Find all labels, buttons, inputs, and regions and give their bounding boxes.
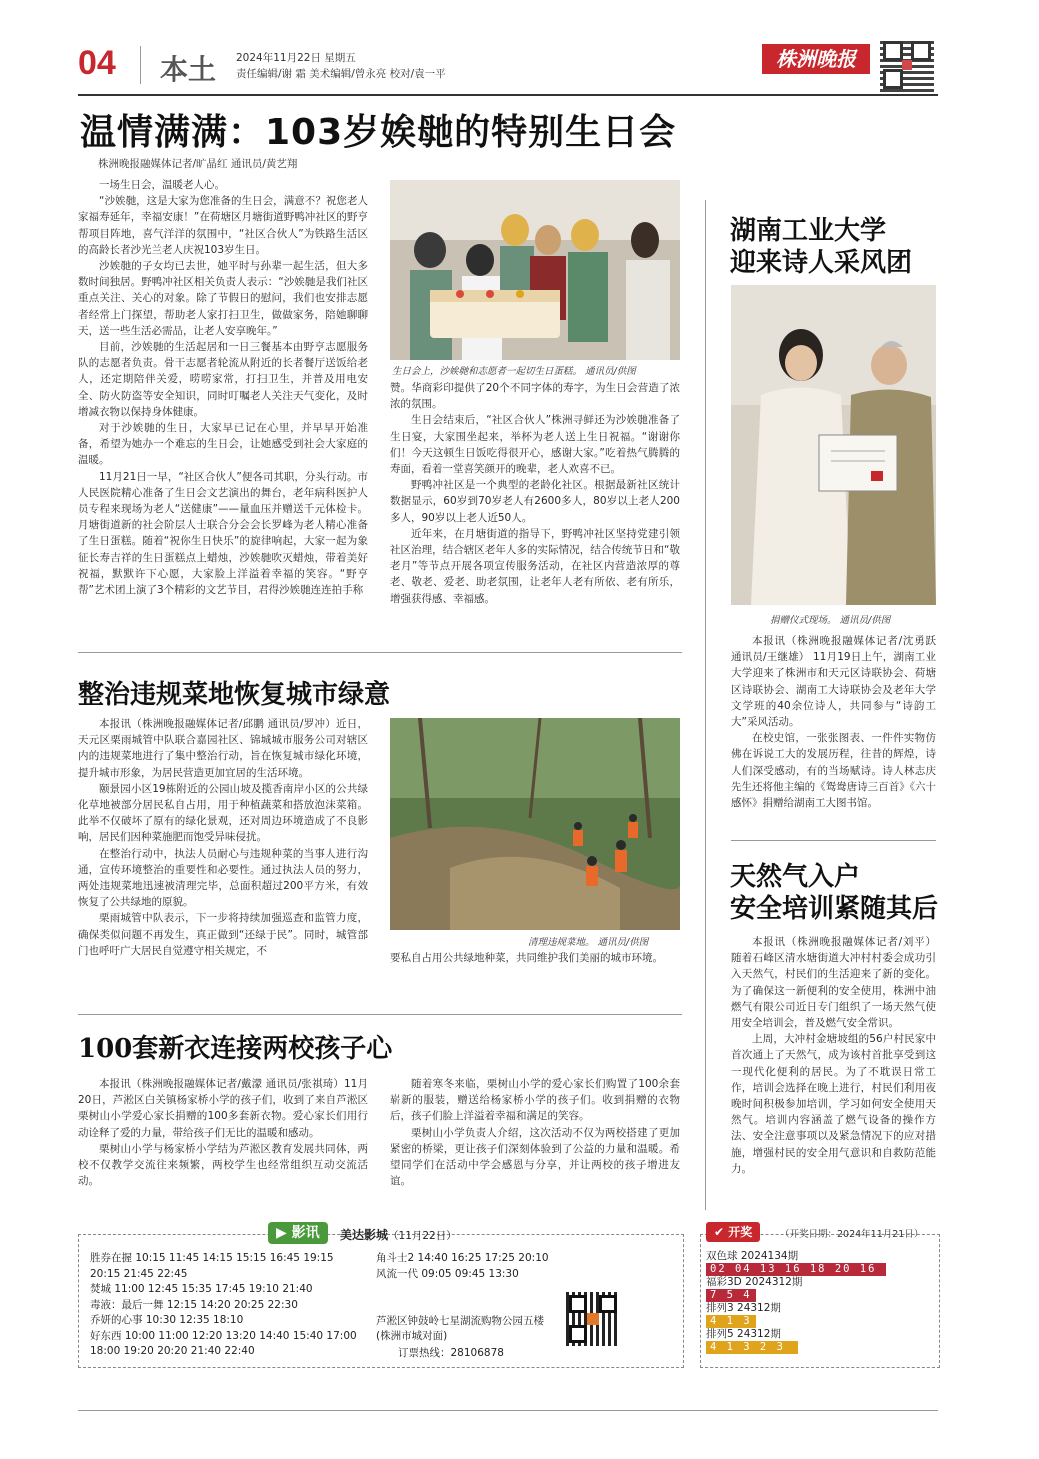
cinema-right-schedule	[376, 1251, 556, 1282]
donation-photo-caption: 捐赠仪式现场。 通讯员/供图	[770, 615, 891, 626]
movie-row: 焚城 11:00 12:45 15:35 17:45 19:10 21:40	[90, 1283, 313, 1295]
movie-row: 好东西 10:00 11:00 12:20 13:20 14:40 15:40 17:00 18:00 19:20 20:20 21:40 22:40	[90, 1329, 357, 1357]
article1-byline: 株洲晚报融媒体记者/旷晶红 通讯员/黄艺翔	[98, 158, 298, 170]
cinema-date: （11月22日）	[388, 1230, 457, 1242]
movie-row: 风流一代 09:05 09:45 13:30	[376, 1267, 519, 1280]
masthead-qr-icon	[880, 38, 934, 92]
cinema-name-text: 美达影城	[340, 1228, 389, 1242]
article1-column2	[390, 380, 680, 607]
paragraph: 目前，沙娭毑的生活起居和一日三餐基本由野亨志愿服务队的志愿者负责。骨干志愿者轮流从附近的长者餐厅送饭给老人，还定期陪伴关爱，唠唠家常，打扫卫生，并普及用电安全、防火防盗等安全知识，同时叮嘱老人关注天气变化，及时增减衣物以保持身体健康。	[78, 341, 368, 418]
paragraph: 对于沙娭毑的生日，大家早已记在心里，并早早开始准备，希望为她办一个难忘的生日会，让她感受到社会大家庭的温暖。	[78, 422, 368, 467]
lottery-numbers: 4 1 3	[706, 1315, 756, 1328]
side1-title-line1: 湖南工业大学	[730, 216, 887, 246]
header-divider	[140, 46, 141, 84]
lottery-badge-label: 开奖	[728, 1225, 753, 1239]
birthday-photo	[390, 180, 680, 360]
side1-body	[731, 633, 936, 811]
paragraph: 栗树山小学与杨家桥小学结为芦淞区教育发展共同体，两校不仅教学交流往来频繁，两校学生也经常组织互动交流活动。	[78, 1142, 368, 1188]
header-rule	[78, 94, 938, 96]
lottery-date: （开奖日期：2024年11月21日）	[780, 1229, 924, 1240]
article3-title: 100套新衣连接两校孩子心	[78, 1034, 393, 1064]
paragraph: 颐景园小区19栋附近的公园山坡及揽香南岸小区的公共绿化草地被部分居民私自占用，用于种植蔬菜和搭放泡沫菜箱。此举不仅破坏了原有的绿化景观，还对周边环境造成了不良影响，居民们因种菜施肥而饱受异味侵扰。	[78, 782, 368, 844]
paragraph: 要私自占用公共绿地种菜，共同维护我们美丽的城市环境。	[390, 952, 663, 964]
cinema-badge-label: 影讯	[291, 1225, 320, 1241]
paragraph: 栗树山小学负责人介绍，这次活动不仅为两校搭建了更加紧密的桥梁，更让孩子们深刻体验到了公益的力量和温暖。希望同学们在活动中学会感恩与分享，并让两校的孩子增进友谊。	[390, 1126, 680, 1188]
paragraph: 11月21日一早，“社区合伙人”便各司其职，分头行动。市人民医院精心准备了生日会文艺演出的舞台，老年病科医护人员专程来现场为老人“送健康”——量血压并赠送千元体检卡。月塘街道新的社会阶层人士联合分会会长罗峰为老人精心准备了生日蛋糕。随着“祝你生日快乐”的旋律响起，大家一起为象征长寿吉祥的生日蛋糕点上蜡烛，沙娭毑吹灭蜡烛，带着美好祝福，默默许下心愿，大家脸上洋溢着幸福的笑容。“野亨帮”艺术团上演了3个精彩的文艺节目，君得沙娭毑连连拍手称	[78, 470, 368, 597]
side1-title-line2: 迎来诗人采风团	[730, 248, 913, 278]
paragraph: 栗雨城管中队表示，下一步将持续加强巡查和监管力度，确保类似问题不再发生，真正做到“还绿于民”。同时，城管部门也呼吁广大居民自觉遵守相关规定，不	[78, 912, 368, 957]
cinema-qr-icon	[566, 1292, 620, 1346]
article2-title: 整治违规菜地恢复城市绿意	[78, 680, 391, 710]
side2-title-line1: 天然气入户	[730, 862, 861, 892]
paragraph: “沙娭毑，这是大家为您准备的生日会，满意不？祝您老人家福寿延年，幸福安康！”在荷塘区月塘街道野鸭冲社区的野亨帮项目阵地，喜气洋洋的氛围中，“社区合伙人”为铁路生活区的高龄长者沙光兰老人庆祝103岁生日。	[78, 195, 368, 256]
cinema-badge	[268, 1222, 328, 1244]
date-line: 2024年11月22日 星期五	[236, 52, 356, 64]
paragraph: 本报讯（株洲晚报融媒体记者/刘平） 随着石峰区清水塘街道大冲村村委会成功引入天然气，村民们的生活迎来了新的变化。为了确保这一新便利的安全使用，株洲中油燃气有限公司近日专门组织了一场天然气使用安全培训会，普及燃气安全常识。	[731, 936, 936, 1030]
vegetable-photo-caption: 清理违规菜地。 通讯员/供图	[528, 937, 649, 948]
lottery-numbers: 7 5 4	[706, 1289, 756, 1302]
cinema-name	[340, 1226, 457, 1243]
paragraph: 生日会结束后，“社区合伙人”株洲寻鲜还为沙娭毑准备了生日宴，大家围坐起来，举杯为老人送上生日祝福。“谢谢你们！今天这顿生日饭吃得很开心，感谢大家。”吃着热气腾腾的寿面，看着一堂喜笑颜开的晚辈，老人欢喜不已。	[390, 414, 680, 476]
paragraph: 本报讯（株洲晚报融媒体记者/邱鹏 通讯员/罗冲）近日，天元区栗雨城管中队联合嘉园社区、锦城城市服务公司对辖区内的违规菜地进行了集中整治行动，旨在恢复城市绿化环境，提升城市形象，为居民营造更加宜居的生活环境。	[78, 718, 368, 779]
side-divider	[731, 840, 936, 841]
movie-row: 胜券在握 10:15 11:45 14:15 15:15 16:45 19:15 20:15 21:45 22:45	[90, 1252, 334, 1280]
paragraph: 近年来，在月塘街道的指导下，野鸭冲社区坚持党建引领社区治理，结合辖区老年人多的实际情况，结合传统节日和“敬老月”等节点开展各项宣传服务活动，在社区内营造浓厚的尊老、敬老、爱老、助老氛围，让老年人老有所依、老有所乐，增强获得感、幸福感。	[390, 527, 680, 605]
birthday-photo-caption: 生日会上，沙娭毑和志愿者一起切生日蛋糕。 通讯员/供图	[392, 366, 636, 377]
article1-column1	[78, 177, 368, 598]
cinema-left-schedule	[90, 1251, 365, 1360]
masthead-logo: 株洲晚报	[762, 44, 870, 74]
lottery-list	[706, 1250, 886, 1354]
article2-column1	[78, 716, 368, 959]
lottery-numbers: 4 1 3 2 3	[706, 1341, 798, 1354]
paragraph: 在整治行动中，执法人员耐心与违规种菜的当事人进行沟通，宣传环境整治的重要性和必要性。通过执法人员的努力，两处违规菜地迅速被清理完毕，总面积超过200平方米，有效恢复了公共绿地的原貌。	[78, 847, 368, 909]
paragraph: 野鸭冲社区是一个典型的老龄化社区。根据最新社区统计数据显示，60岁到70岁老人有2600多人，80岁以上老人200多人，90岁以上老人近50人。	[390, 479, 680, 524]
sidebar-divider	[705, 200, 706, 1210]
movie-row: 毒液：最后一舞 12:15 14:20 20:25 22:30	[90, 1298, 298, 1311]
lottery-game: 排列3 24312期	[706, 1302, 781, 1314]
side2-title-line2: 安全培训紧随其后	[730, 894, 939, 924]
article2-column2	[390, 950, 680, 966]
lottery-game: 福彩3D 2024312期	[706, 1276, 803, 1288]
film-icon: ▶	[276, 1225, 287, 1241]
cinema-address: 芦淞区钟鼓岭七星湖流购物公园五楼(株洲市城对面)	[376, 1315, 544, 1342]
editors-line: 责任编辑/谢 霜 美术编辑/曾永亮 校对/袁一平	[236, 68, 446, 80]
divider-1	[78, 652, 682, 653]
paragraph: 上周，大冲村金塘坡组的56户村民家中首次通上了天然气，成为该村首批享受到这一现代化便利的居民。为了不耽误日常工作，培训会选择在晚上进行，村民们利用夜晚时间积极参加培训，学习如何安全使用天然气。培训内容涵盖了燃气设备的操作方法、安全注意事项以及紧急情况下的应对措施，增强村民的安全用气意识和自救防范能力。	[731, 1033, 936, 1175]
lottery-game: 双色球 2024134期	[706, 1250, 799, 1262]
footer-rule	[78, 1410, 938, 1411]
paragraph: 随着寒冬来临，栗树山小学的爱心家长们购置了100余套崭新的服装，赠送给杨家桥小学的孩子们。收到捐赠的衣物后，孩子们脸上洋溢着幸福和满足的笑容。	[390, 1078, 680, 1123]
lottery-badge	[706, 1222, 760, 1242]
vegetable-plot-photo	[390, 718, 680, 930]
paragraph: 在校史馆，一张张图表、一件件实物仿佛在诉说工大的发展历程，往昔的辉煌，诗人们深受感动，有的当场赋诗。诗人林志庆先生还将他主编的《鸳鸯唐诗三百首》《六十感怀》捐赠给湖南工大图书馆。	[731, 732, 936, 810]
article3-column2	[390, 1076, 680, 1189]
cinema-phone: 订票热线：28106878	[398, 1347, 504, 1359]
page-number: 04	[78, 44, 116, 82]
section-name: 本土	[160, 53, 217, 86]
paragraph: 一场生日会，温暖老人心。	[99, 179, 225, 191]
side2-body	[731, 934, 936, 1177]
paragraph: 本报讯（株洲晚报融媒体记者/沈勇跃 通讯员/王继雄） 11月19日上午，湖南工业大学迎来了株洲市和天元区诗联协会、荷塘区诗联协会、湖南工大诗联协会及老年大学文学班的40余位诗人，共同参与“诗韵工大”采风活动。	[731, 635, 936, 729]
divider-2	[78, 1014, 682, 1015]
lottery-game: 排列5 24312期	[706, 1328, 781, 1340]
paragraph: 沙娭毑的子女均已去世，她平时与孙辈一起生活，但大多数时间独居。野鸭冲社区相关负责人表示：“沙娭毑是我们社区重点关注、关心的对象。除了节假日的慰问，我们也安排志愿者经常上门探望，帮助老人家打扫卫生，做做家务，陪她聊聊天，送一些生活必需品，让老人安享晚年。”	[78, 260, 368, 337]
article1-title: 温情满满：103岁娭毑的特别生日会	[80, 112, 677, 153]
checkmark-icon: ✔	[714, 1225, 725, 1239]
donation-photo	[731, 285, 936, 605]
lottery-numbers: 02 04 13 16 18 20 16	[706, 1263, 886, 1276]
movie-row: 角斗士2 14:40 16:25 17:25 20:10	[376, 1252, 549, 1264]
paragraph: 赞。华商彩印提供了20个不同字体的寿字，为生日会营造了浓浓的氛围。	[390, 382, 680, 411]
article3-column1	[78, 1076, 368, 1189]
paragraph: 本报讯（株洲晚报融媒体记者/戴濛 通讯员/张祺琦）11月20日，芦淞区白关镇杨家桥小学的孩子们，收到了来自芦淞区栗树山小学爱心家长捐赠的100多套新衣物。爱心家长们用行动诠释了爱的力量，带给孩子们无比的温暖和感动。	[78, 1078, 368, 1139]
movie-row: 乔妍的心事 10:30 12:35 18:10	[90, 1314, 244, 1326]
